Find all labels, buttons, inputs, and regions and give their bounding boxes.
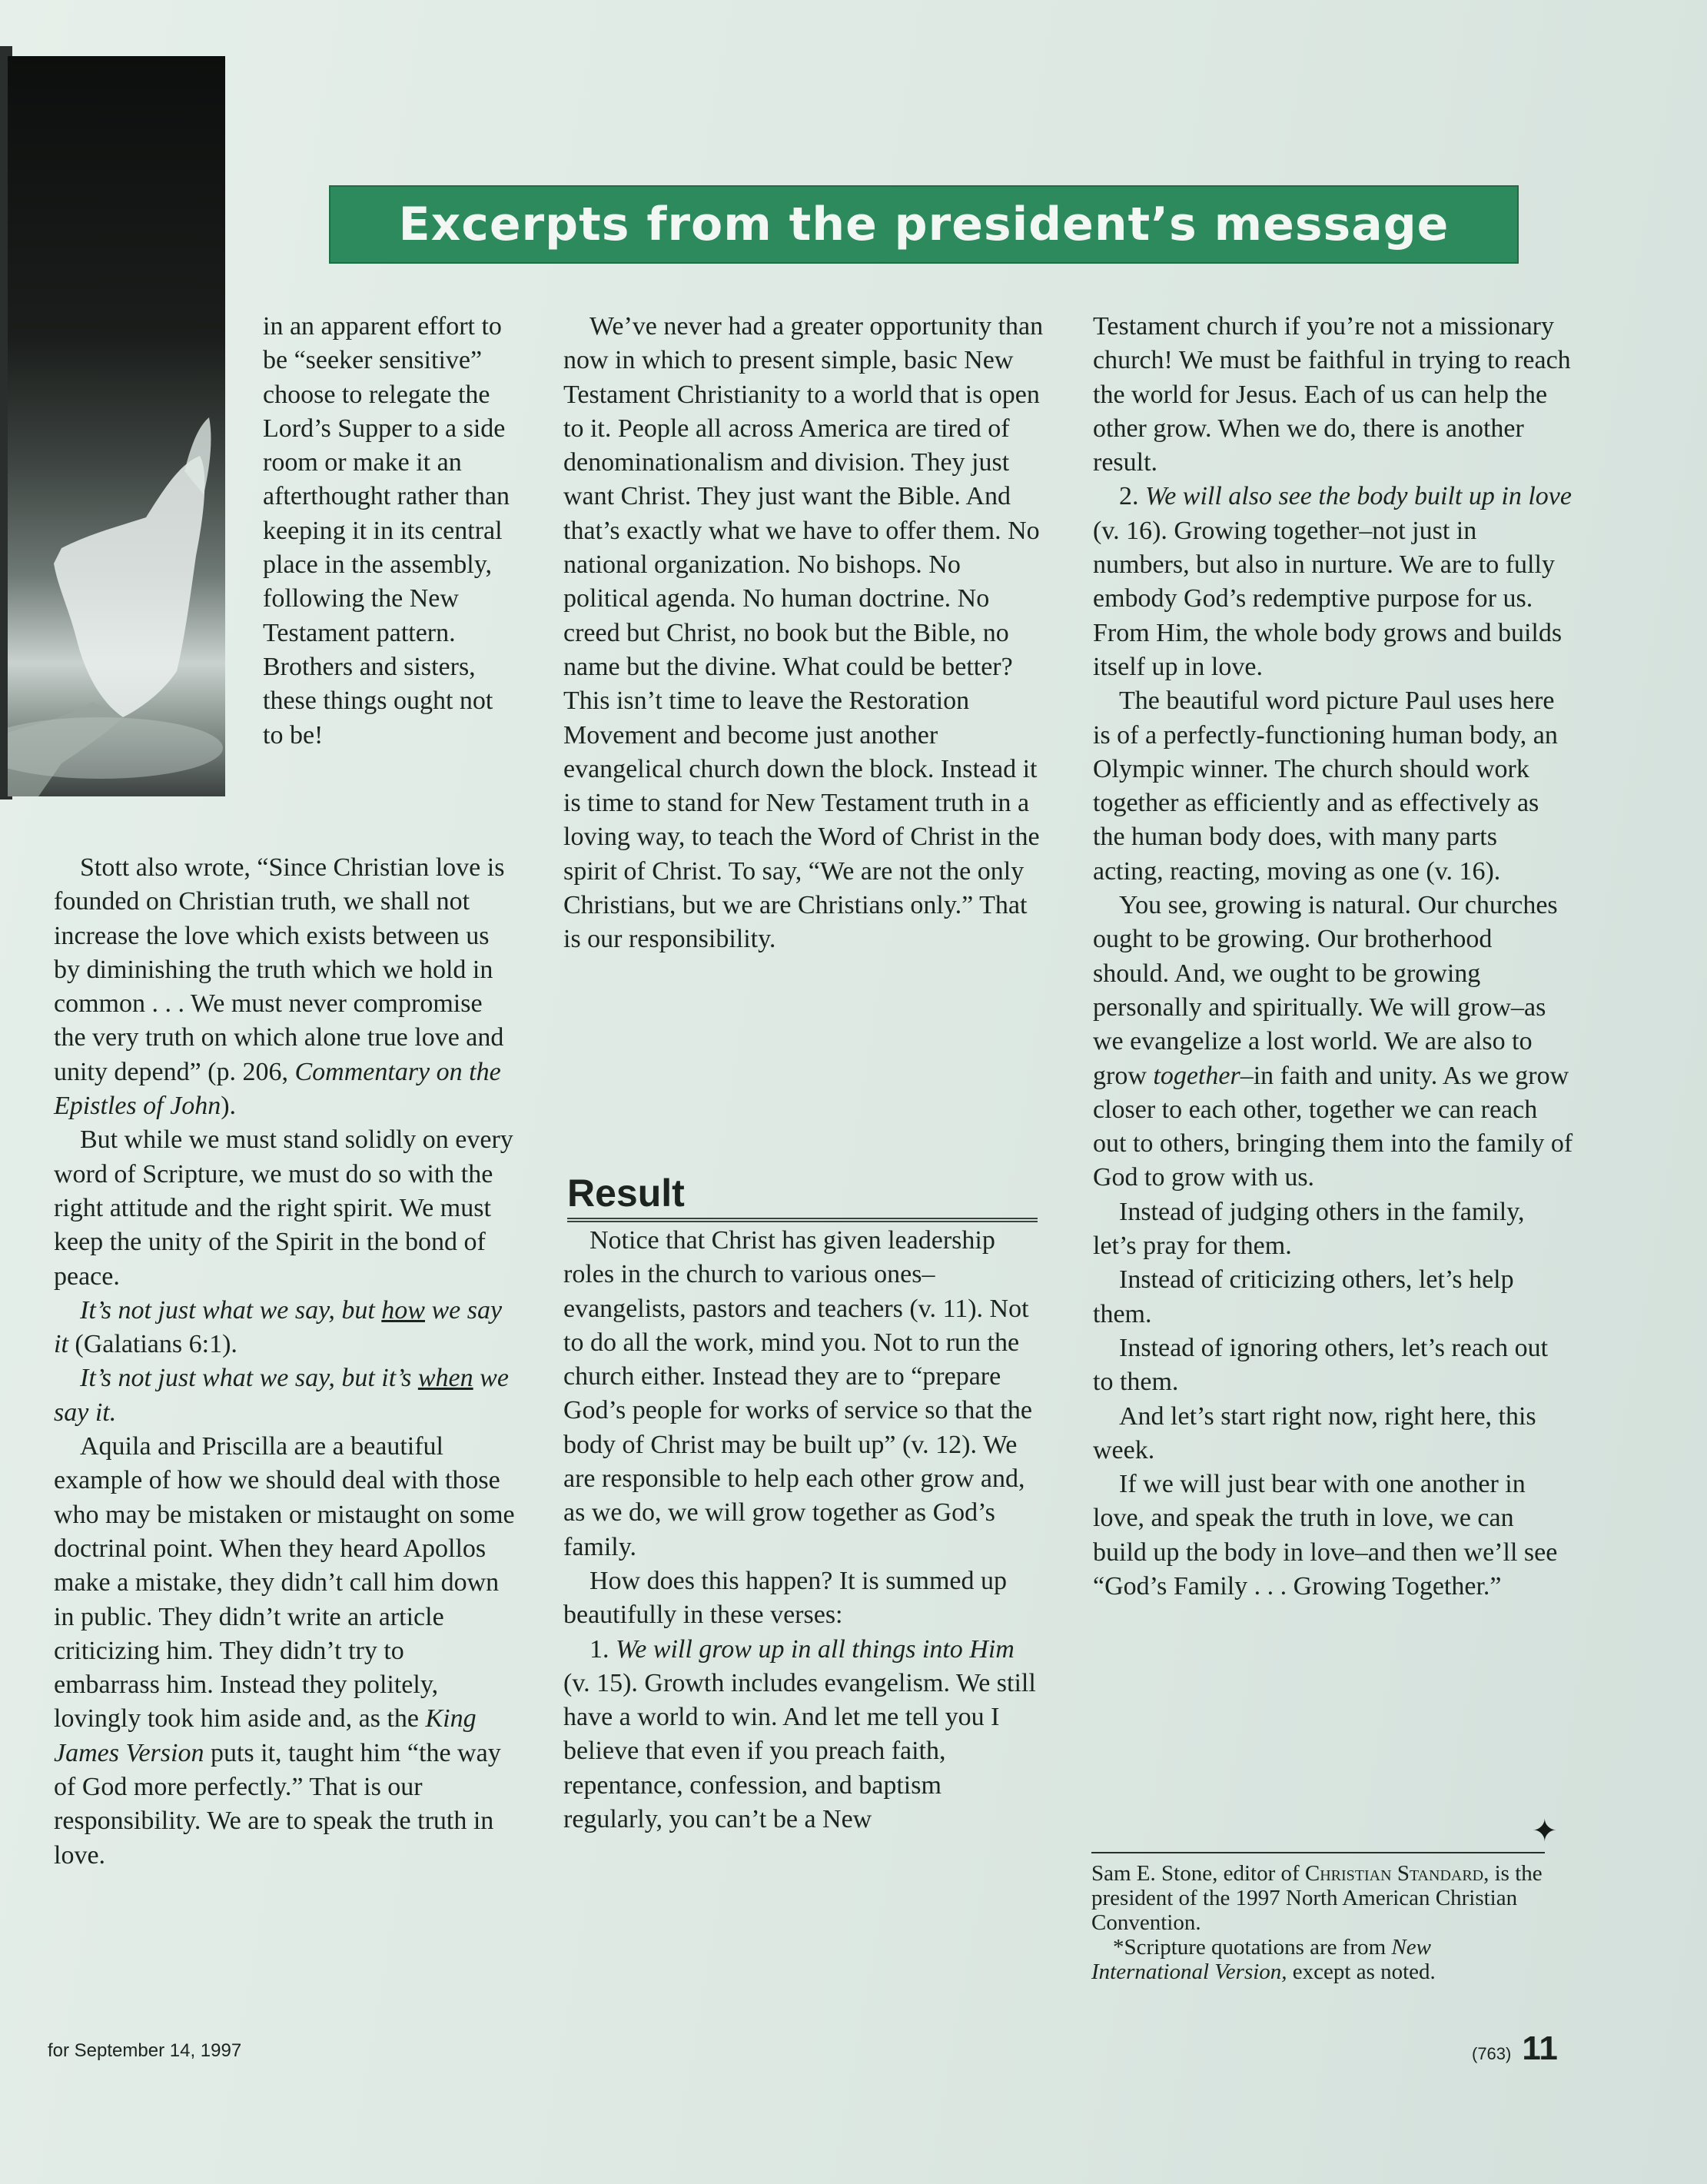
result-heading [567,1168,1038,1222]
paragraph: We’ve never had a greater opportunity than now in which to present simple, basic New Testament Christianity to a world that is open to it. People all across America are tired of denominationalism and division. They just want Christ. They just want the Bible. And that’s exactly what we have to offer them. No national organization. No bishops. No political agenda. No human doctrine. No creed but Christ, no book but the Bible, no name but the divine. What could be better? This isn’t time to leave the Restoration Movement and become just another evangelical church down the block. Instead it is time to stand for New Testament truth in a loving way, to teach the Word of Christ in the spirit of Christ. To say, “We are not the only Christians, but we are Christians only.” That is our responsibility. [563,312,1044,954]
hand-illustration [8,56,225,796]
paragraph: Instead of judging others in the family, let’s pray for them. [1093,1197,1525,1261]
paragraph: Testament church if you’re not a missionary church! We must be faithful in trying to reach the world for Jesus. Each of us can help the other grow. When we do, there is another result. [1093,312,1571,477]
page-number: 11 [1522,2029,1558,2067]
column-1-top [263,310,516,753]
paragraph: The beautiful word picture Paul uses here is of a perfectly-functioning human body, an Olympic winner. The church should work together as efficiently and as effectively as the human body does, with many parts acting, reacting, moving as one (v. 16). [1093,686,1558,886]
column-1-bottom [54,851,515,1873]
paragraph: If we will just bear with one another in love, and speak the truth in love, we can build up the body in love–and then we’ll see “God’s Family . . . Growing Together.” [1093,1470,1558,1601]
paragraph: It’s not just what we say, but it’s when we say it. [54,1364,509,1427]
end-mark-icon: ✦ [1532,1813,1558,1848]
column-2-bottom [563,1224,1044,1837]
banner-title: Excerpts from the president’s message [398,198,1450,251]
communion-hand-photo [8,56,225,796]
paragraph: Instead of ignoring others, let’s reach out to them. [1093,1333,1549,1397]
author-bio [1091,1852,1545,1984]
paragraph: in an apparent effort to be “seeker sensitive” choose to relegate the Lord’s Supper to a side room or make it an afterthought rather than keeping it in its central place in the assembly, following the New Testament pattern. Brothers and sisters, these things ought not to be! [263,312,510,750]
paragraph: It’s not just what we say, but how we say it (Galatians 6:1). [54,1295,503,1359]
paragraph: Stott also wrote, “Since Christian love is founded on Christian truth, we shall not increase the love which exists between us by diminishing the truth which we hold in common . . . We must never compromise the very truth on which alone true love and unity depend” (p. 206, Commentary on the Epistles of John). [54,853,505,1121]
issue-date: for September 14, 1997 [48,2040,242,2061]
paragraph: How does this happen? It is summed up beautifully in these verses: [563,1566,1007,1630]
article-banner [329,185,1519,264]
paragraph: 2. We will also see the body built up in love (v. 16). Growing together–not just in numbers, but also in nurture. We are to fully embody God’s redemptive purpose for us. From Him, the whole body grows and builds itself up in love. [1093,482,1572,681]
bio-note: *Scripture quotations are from New International Version, except as noted. [1091,1935,1436,1984]
bio-line: Sam E. Stone, editor of Christian Standard, is the president of the 1997 North American Christian Convention. [1091,1861,1543,1935]
paragraph: And let’s start right now, right here, this week. [1093,1401,1536,1464]
section-heading: Result [567,1172,685,1215]
paragraph: 1. We will grow up in all things into Him (v. 15). Growth includes evangelism. We still have a world to win. And let me tell you I believe that even if you preach faith, repentance, confession, and baptism regularly, you can’t be a New [563,1634,1036,1834]
paragraph: Instead of criticizing others, let’s help them. [1093,1265,1514,1328]
page-code: (763) [1472,2044,1512,2063]
paragraph: Aquila and Priscilla are a beautiful example of how we should deal with those who may be mistaken or mistaught on some doctrinal point. When they heard Apollos make a mistake, they didn’t call him down in public. They didn’t write an article criticizing him. They didn’t try to embarrass him. Instead they politely, lovingly took him aside and, as the King James Version puts it, taught him “the way of God more perfectly.” That is our responsibility. We are to speak the truth in love. [54,1432,515,1870]
column-3 [1093,310,1573,1604]
paragraph: But while we must stand solidly on every word of Scripture, we must do so with the right attitude and the right spirit. We must keep the unity of the Spirit in the bond of peace. [54,1125,513,1291]
paragraph: You see, growing is natural. Our churches ought to be growing. Our brotherhood should. And, we ought to be growing personally and spiritually. We will grow–as we evangelize a lost world. We are also to grow together–in faith and unity. As we grow closer to each other, together we can reach out to others, bringing them into the family of God to grow with us. [1093,891,1573,1192]
column-2-top [563,310,1044,957]
page-number-block [1472,2029,1558,2068]
paragraph: Notice that Christ has given leadership roles in the church to various ones–evangelists, pastors and teachers (v. 11). Not to do all the work, mind you. Not to run the church either. Instead they are to “prepare God’s people for works of service so that the body of Christ may be built up” (v. 12). We are responsible to help each other grow and, as we do, we will grow together as God’s family. [563,1226,1032,1561]
